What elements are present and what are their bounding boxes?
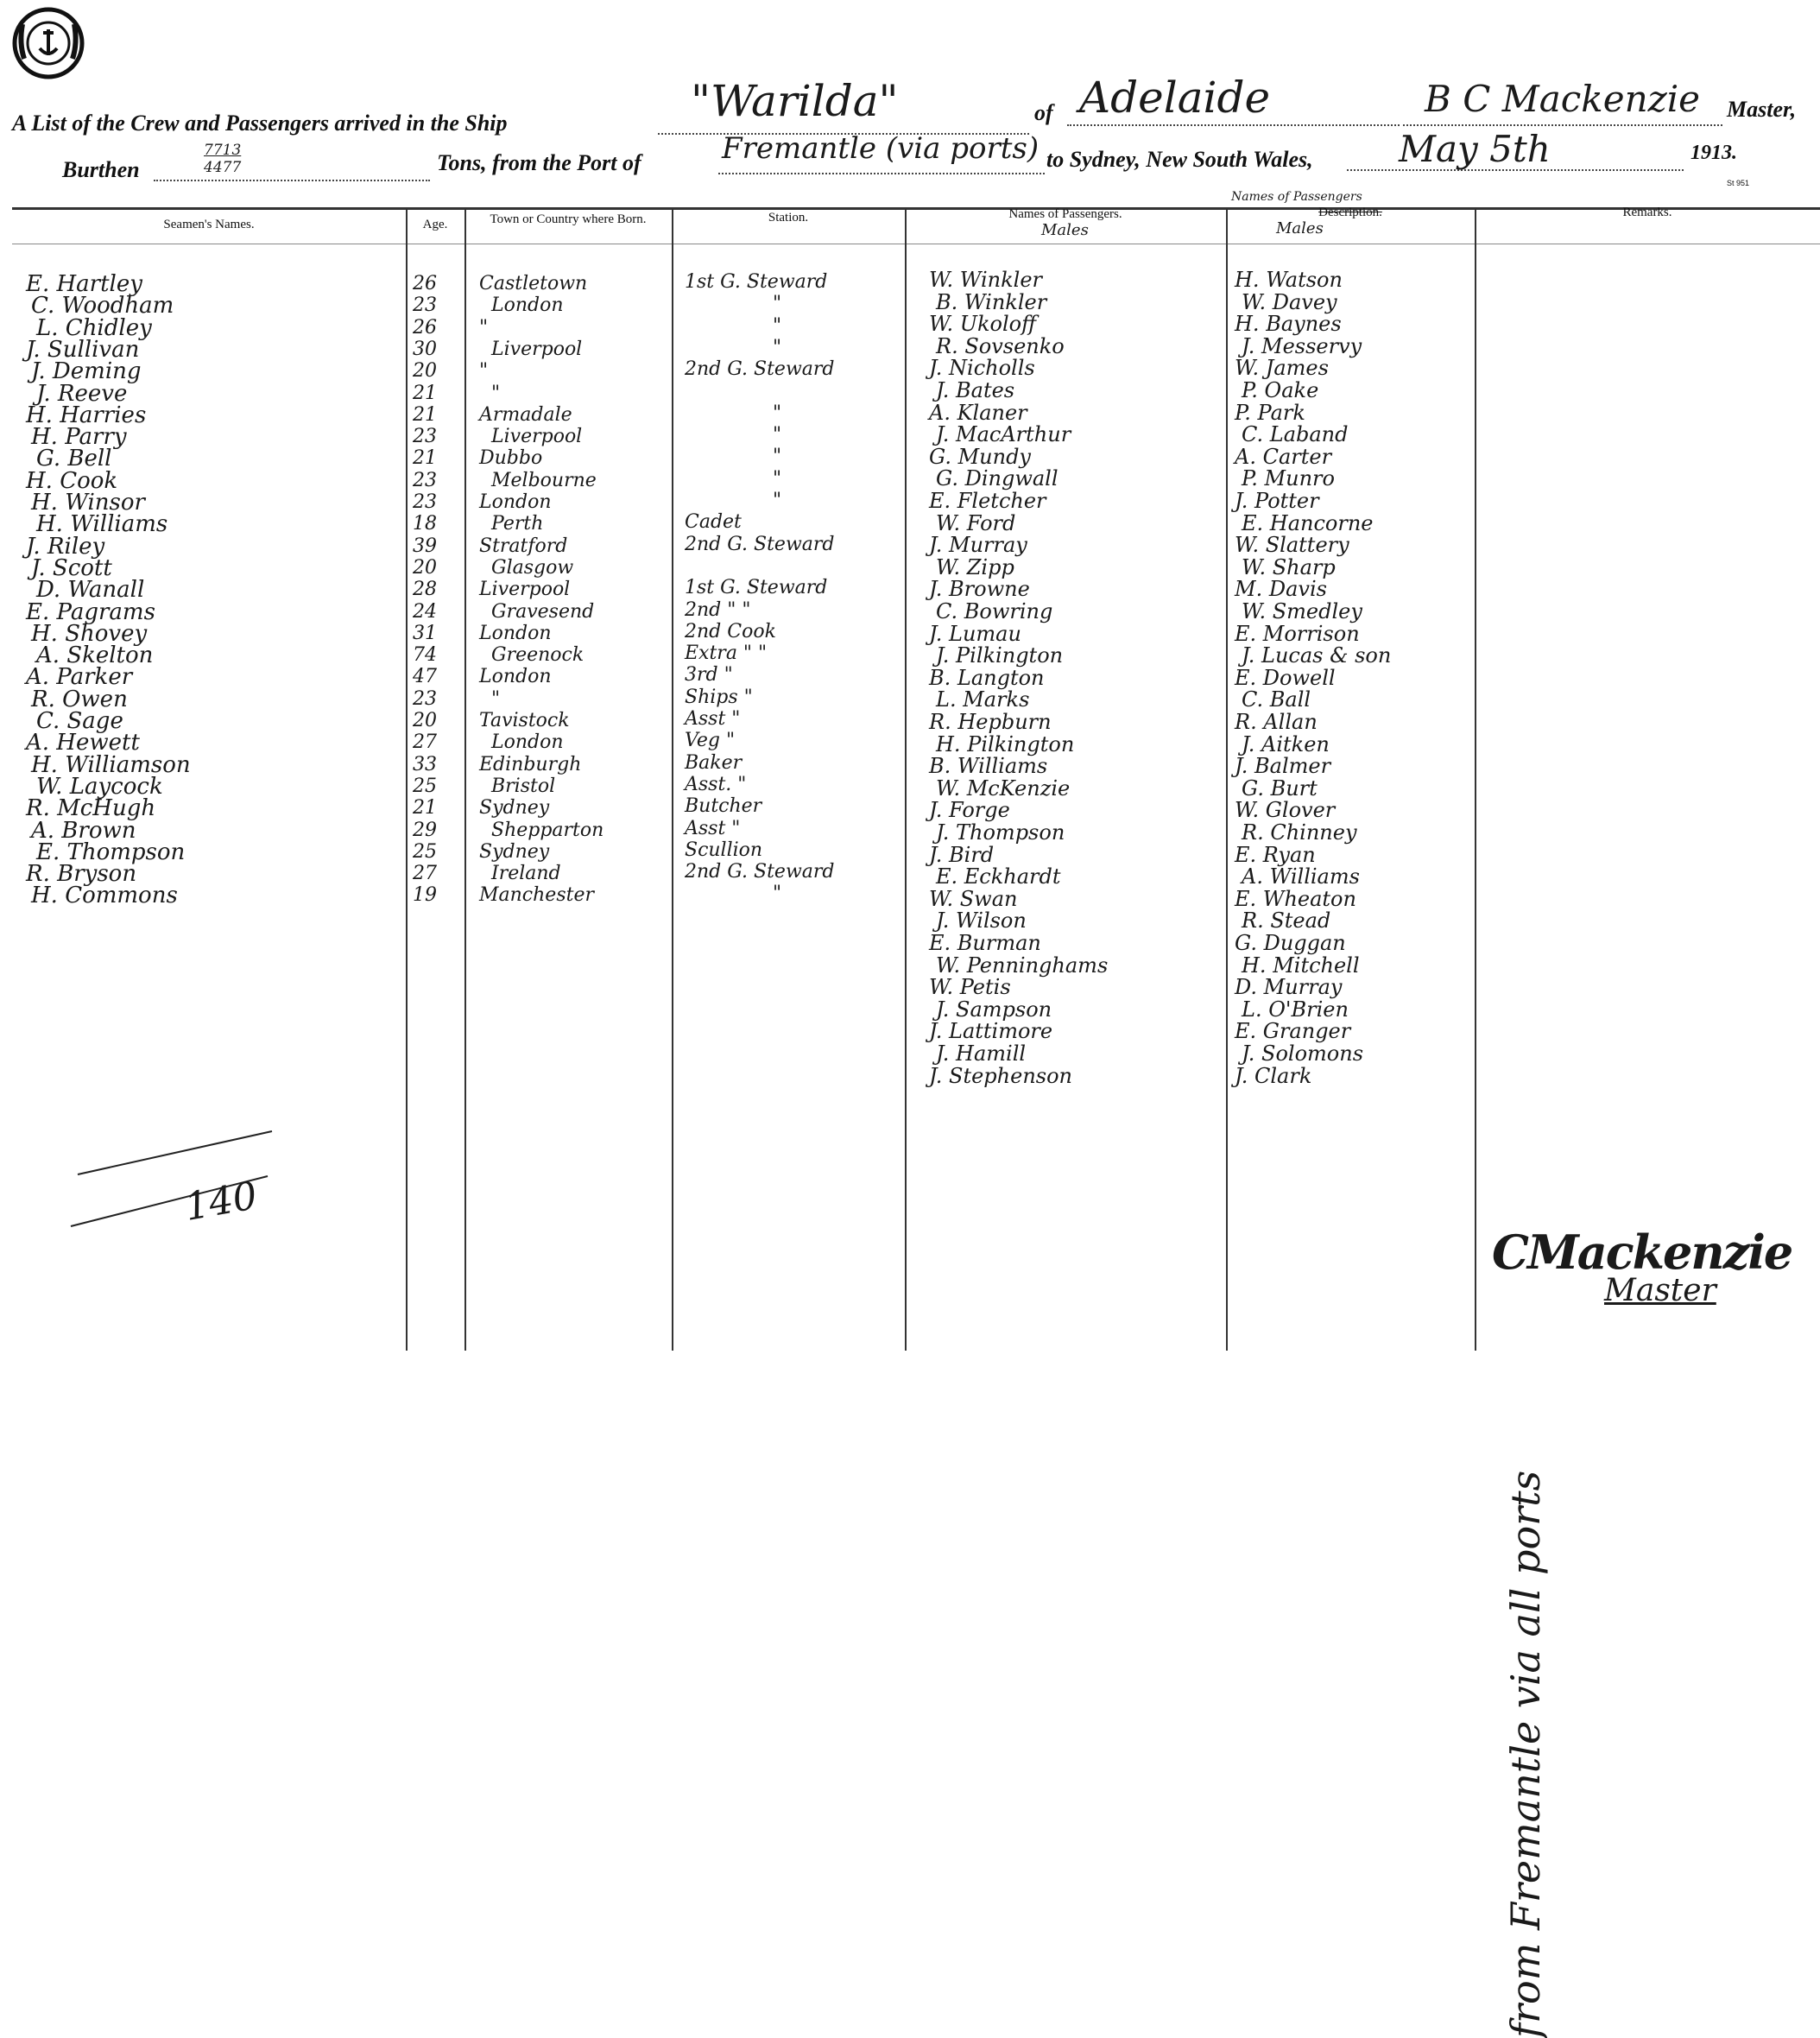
crew-station: Cadet: [685, 511, 742, 534]
passenger-name: J. Clark: [1235, 1063, 1312, 1088]
passenger-name: J. Wilson: [936, 908, 1027, 934]
crew-station: 2nd G. Steward: [685, 358, 835, 381]
crew-born: Ireland: [491, 863, 561, 885]
crew-born: ": [491, 687, 501, 710]
crew-age: 23: [413, 687, 437, 710]
master-signature-role: Master: [1604, 1273, 1716, 1308]
passenger-name: P. Park: [1235, 400, 1305, 425]
crew-age: 26: [413, 316, 437, 339]
crew-age: 47: [413, 666, 437, 688]
crew-station: 3rd ": [685, 664, 733, 687]
crew-age: 23: [413, 294, 437, 317]
passenger-name: G. Duggan: [1235, 931, 1346, 955]
passenger-name: E. Ryan: [1235, 842, 1316, 867]
passenger-name: J. Nicholls: [929, 356, 1035, 381]
crew-age: 74: [413, 644, 437, 667]
crew-age: 28: [413, 579, 437, 601]
crew-age: 30: [413, 338, 437, 360]
passenger-name: W. Glover: [1235, 798, 1336, 823]
divider-remarks: [1475, 207, 1476, 1351]
passenger-name: W. Zipp: [936, 554, 1014, 579]
passenger-name: J. Solomons: [1242, 1041, 1364, 1066]
passenger-name: H. Mitchell: [1242, 953, 1360, 978]
divider-description: [1226, 207, 1228, 1351]
passenger-name: C. Laband: [1242, 422, 1349, 447]
arrival-year: 1913.: [1690, 142, 1737, 164]
crew-born: Armadale: [479, 403, 572, 426]
tally-count: 140: [181, 1174, 261, 1230]
anchor-seal-stamp: [12, 7, 85, 79]
passenger-name: J. Potter: [1235, 489, 1319, 513]
passenger-name: R. Allan: [1235, 710, 1318, 734]
passenger-name: L. O'Brien: [1242, 997, 1349, 1022]
crew-name: H. Cook: [26, 467, 118, 494]
crew-age: 21: [413, 797, 437, 820]
col-header-age: Age.: [422, 218, 448, 231]
passenger-name: G. Burt: [1242, 775, 1318, 801]
crew-station: ": [773, 336, 782, 358]
crew-station: Asst ": [685, 817, 741, 839]
form-code: St 951: [1727, 179, 1750, 187]
passenger-name: J. Thompson: [936, 820, 1065, 845]
from-port: Fremantle (via ports): [722, 131, 1040, 166]
home-port: Adelaide: [1079, 73, 1271, 123]
crew-station: 2nd " ": [685, 598, 751, 621]
crew-born: Glasgow: [491, 556, 574, 579]
crew-born: Dubbo: [479, 447, 543, 470]
crew-station: Asst ": [685, 708, 741, 730]
crew-born: London: [479, 622, 552, 644]
burthen-top: 7713: [204, 142, 242, 159]
passenger-name: J. Lattimore: [929, 1019, 1053, 1044]
col-header-description-sub: Males: [1276, 219, 1324, 237]
crew-name: C. Sage: [36, 708, 123, 734]
crew-born: London: [479, 666, 552, 688]
crew-station: Veg ": [685, 730, 736, 752]
master-name: B C Mackenzie: [1425, 78, 1701, 120]
passenger-name: B. Langton: [929, 665, 1045, 690]
crew-born: Perth: [491, 513, 544, 535]
crew-name: H. Shovey: [31, 620, 148, 647]
passenger-name: E. Burman: [929, 931, 1041, 955]
crew-age: 19: [413, 884, 437, 907]
passenger-name: D. Murray: [1235, 975, 1343, 1000]
crew-name: H. Commons: [31, 883, 178, 909]
burthen-label: Burthen: [62, 157, 140, 182]
passenger-name: W. Ukoloff: [929, 312, 1037, 337]
crew-age: 20: [413, 556, 437, 579]
passenger-name: W. McKenzie: [936, 775, 1071, 801]
passenger-name: A. Williams: [1242, 864, 1360, 889]
crew-age: 26: [413, 273, 437, 294]
crew-born: ": [479, 360, 489, 383]
crew-station: ": [773, 467, 782, 490]
crew-name: C. Woodham: [31, 293, 174, 320]
tally-strokes: [52, 1123, 294, 1244]
crew-age: 20: [413, 360, 437, 383]
crew-station: ": [773, 883, 782, 905]
crew-born: Sydney: [479, 840, 550, 863]
passenger-name: J. Stephenson: [929, 1063, 1073, 1088]
crew-station: ": [773, 402, 782, 424]
master-label: Master,: [1727, 97, 1797, 122]
crew-name: J. Deming: [31, 358, 142, 385]
crew-station: 2nd Cook: [685, 620, 776, 642]
passenger-name: R. Hepburn: [929, 710, 1052, 734]
anchor-seal-icon: [12, 7, 85, 79]
crew-name: E. Pagrams: [26, 598, 155, 625]
crew-name: W. Laycock: [36, 773, 163, 800]
crew-age: 18: [413, 513, 437, 535]
crew-born: Gravesend: [491, 600, 595, 623]
crew-born: ": [479, 316, 489, 339]
passenger-name: A. Klaner: [929, 400, 1027, 425]
col-header-description: Description.: [1318, 206, 1382, 219]
crew-name: E. Thompson: [36, 839, 186, 865]
passenger-name: E. Wheaton: [1235, 886, 1356, 911]
arrival-date: May 5th: [1399, 128, 1551, 170]
col-header-born: Town or Country where Born.: [490, 212, 647, 226]
crew-station: ": [773, 293, 782, 315]
crew-name: E. Hartley: [26, 271, 142, 297]
crew-station: Baker: [685, 751, 743, 774]
passenger-name: C. Bowring: [936, 599, 1053, 623]
crew-age: 27: [413, 863, 437, 885]
crew-name: H. Harries: [26, 402, 147, 428]
crew-station: 2nd G. Steward: [685, 861, 835, 883]
master-signature: CMackenzie: [1492, 1225, 1792, 1280]
crew-name: L. Chidley: [36, 314, 152, 341]
passenger-name: J. Sampson: [936, 997, 1052, 1022]
crew-age: 21: [413, 382, 437, 404]
crew-station: ": [773, 314, 782, 337]
passenger-name: W. Penninghams: [936, 953, 1109, 978]
crew-name: G. Bell: [36, 446, 112, 472]
passenger-name: L. Marks: [936, 687, 1030, 712]
divider-age: [406, 207, 408, 1351]
crew-name: H. Williamson: [31, 751, 191, 778]
passenger-name: W. Slattery: [1235, 533, 1349, 558]
crew-age: 25: [413, 775, 437, 797]
crew-age: 23: [413, 491, 437, 513]
passenger-name: P. Oake: [1242, 378, 1319, 402]
crew-station: 1st G. Steward: [685, 577, 828, 599]
passenger-name: J. Balmer: [1235, 754, 1331, 779]
crew-name: R. Bryson: [26, 861, 137, 888]
ship-name: "Warilda": [691, 76, 899, 126]
crew-age: 29: [413, 819, 437, 841]
crew-born: London: [491, 731, 564, 754]
passenger-name: J. Hamill: [936, 1041, 1027, 1066]
title-prefix: A List of the Crew and Passengers arrived in the Ship: [12, 111, 508, 136]
crew-name: H. Parry: [31, 424, 127, 451]
passenger-name: J. Forge: [929, 798, 1010, 823]
col-header-passengers: Names of Passengers.: [1008, 207, 1122, 221]
passenger-name: H. Pilkington: [936, 731, 1075, 756]
crew-born: London: [491, 294, 564, 317]
crew-station: 2nd G. Steward: [685, 533, 835, 555]
crew-born: Castletown: [479, 273, 588, 294]
crew-name: A. Brown: [31, 817, 136, 844]
passenger-name: H. Watson: [1235, 268, 1343, 292]
passenger-name: B. Williams: [929, 754, 1048, 779]
crew-age: 27: [413, 731, 437, 754]
crew-born: Shepparton: [491, 819, 604, 841]
crew-age: 23: [413, 469, 437, 491]
passenger-name: J. Murray: [929, 533, 1027, 558]
col-header-station: Station.: [768, 211, 809, 225]
crew-born: Melbourne: [491, 469, 597, 491]
passenger-name: W. Smedley: [1242, 599, 1362, 623]
passenger-name: J. Messervy: [1242, 333, 1362, 358]
crew-born: ": [491, 382, 501, 404]
crew-born: Liverpool: [491, 338, 583, 360]
crew-born: Bristol: [491, 775, 556, 797]
passenger-name: J. Lumau: [929, 621, 1021, 646]
crew-born: Liverpool: [491, 426, 583, 448]
passenger-name: B. Winkler: [936, 289, 1047, 314]
crew-age: 24: [413, 600, 437, 623]
crew-station: Scullion: [685, 839, 763, 861]
passenger-name: G. Dingwall: [936, 466, 1059, 491]
crew-born: Liverpool: [479, 579, 571, 601]
passenger-name: C. Ball: [1242, 687, 1311, 712]
divider-born: [464, 207, 466, 1351]
passenger-name: W. Swan: [929, 886, 1018, 911]
passenger-name: P. Munro: [1242, 466, 1335, 491]
crew-name: A. Skelton: [36, 642, 154, 669]
crew-name: R. Owen: [31, 686, 128, 712]
to-label: to Sydney, New South Wales,: [1046, 147, 1313, 172]
passenger-name: J. Aitken: [1242, 731, 1330, 756]
tons-label: Tons, from the Port of: [437, 150, 641, 175]
col-header-seamen: Seamen's Names.: [163, 218, 255, 231]
passenger-name: E. Fletcher: [929, 489, 1046, 513]
passenger-name: J. Browne: [929, 577, 1030, 602]
crew-born: Stratford: [479, 535, 568, 557]
passenger-name: H. Baynes: [1235, 312, 1342, 337]
crew-name: J. Sullivan: [26, 336, 140, 363]
crew-age: 21: [413, 447, 437, 470]
crew-name: A. Parker: [26, 664, 133, 691]
crew-born: Edinburgh: [479, 753, 582, 775]
burthen-bottom: 4477: [204, 159, 242, 176]
crew-station: ": [773, 490, 782, 511]
passenger-name: E. Granger: [1235, 1019, 1351, 1044]
crew-age: 39: [413, 535, 437, 557]
crew-age: 33: [413, 753, 437, 775]
divider-station: [672, 207, 673, 1351]
passenger-name: J. Pilkington: [936, 643, 1064, 668]
crew-age: 25: [413, 840, 437, 863]
passenger-name: J. Lucas & son: [1242, 643, 1392, 668]
remarks-vertical: from Fremantle via all ports: [1502, 1470, 1549, 2038]
crew-name: A. Hewett: [26, 730, 140, 756]
crew-born: Sydney: [479, 797, 550, 820]
crew-station: ": [773, 446, 782, 468]
of-label: of: [1034, 100, 1053, 125]
crew-born: Manchester: [479, 884, 594, 907]
passenger-name: J. MacArthur: [936, 422, 1071, 447]
crew-name: H. Winsor: [31, 490, 145, 516]
crew-age: 23: [413, 426, 437, 448]
passenger-name: E. Dowell: [1235, 665, 1336, 690]
crew-born: Greenock: [491, 644, 585, 667]
col-header-passengers-sub: Males: [1041, 221, 1089, 239]
passenger-name: A. Carter: [1235, 444, 1332, 469]
crew-station: 1st G. Steward: [685, 271, 828, 293]
passenger-name: R. Stead: [1242, 908, 1331, 934]
divider-passengers: [905, 207, 907, 1351]
col-header-remarks: Remarks.: [1622, 206, 1672, 219]
crew-age: 20: [413, 710, 437, 731]
crew-age: 31: [413, 622, 437, 644]
burthen-line: [154, 168, 430, 181]
crew-name: H. Williams: [36, 511, 168, 538]
passenger-name: E. Morrison: [1235, 621, 1360, 646]
crew-name: J. Reeve: [36, 380, 128, 407]
passenger-name: J. Bird: [929, 842, 995, 867]
passenger-name: W. Davey: [1242, 289, 1337, 314]
passenger-name: R. Chinney: [1242, 820, 1357, 845]
crew-name: R. McHugh: [26, 795, 156, 822]
crew-station: Butcher: [685, 795, 762, 818]
passenger-name: W. Sharp: [1242, 554, 1336, 579]
crew-name: J. Scott: [31, 554, 112, 581]
passenger-name: E. Eckhardt: [936, 864, 1061, 889]
passenger-name: W. Winkler: [929, 268, 1043, 292]
crew-name: J. Riley: [26, 533, 105, 560]
crew-born: London: [479, 491, 552, 513]
crew-station: Extra " ": [685, 642, 768, 665]
crew-born: Tavistock: [479, 710, 570, 731]
passenger-name: J. Bates: [936, 378, 1015, 402]
crew-station: ": [773, 424, 782, 446]
crew-station: Asst. ": [685, 773, 747, 795]
crew-station: Ships ": [685, 686, 753, 708]
passenger-name: W. Ford: [936, 510, 1016, 535]
passenger-name: G. Mundy: [929, 444, 1031, 469]
col-header-description-over: Names of Passengers: [1231, 190, 1362, 204]
passenger-name: E. Hancorne: [1242, 510, 1374, 535]
passenger-name: W. James: [1235, 356, 1329, 381]
passenger-name: M. Davis: [1235, 577, 1327, 602]
passenger-name: W. Petis: [929, 975, 1011, 1000]
crew-age: 21: [413, 403, 437, 426]
crew-name: D. Wanall: [36, 577, 145, 604]
passenger-name: R. Sovsenko: [936, 333, 1065, 358]
